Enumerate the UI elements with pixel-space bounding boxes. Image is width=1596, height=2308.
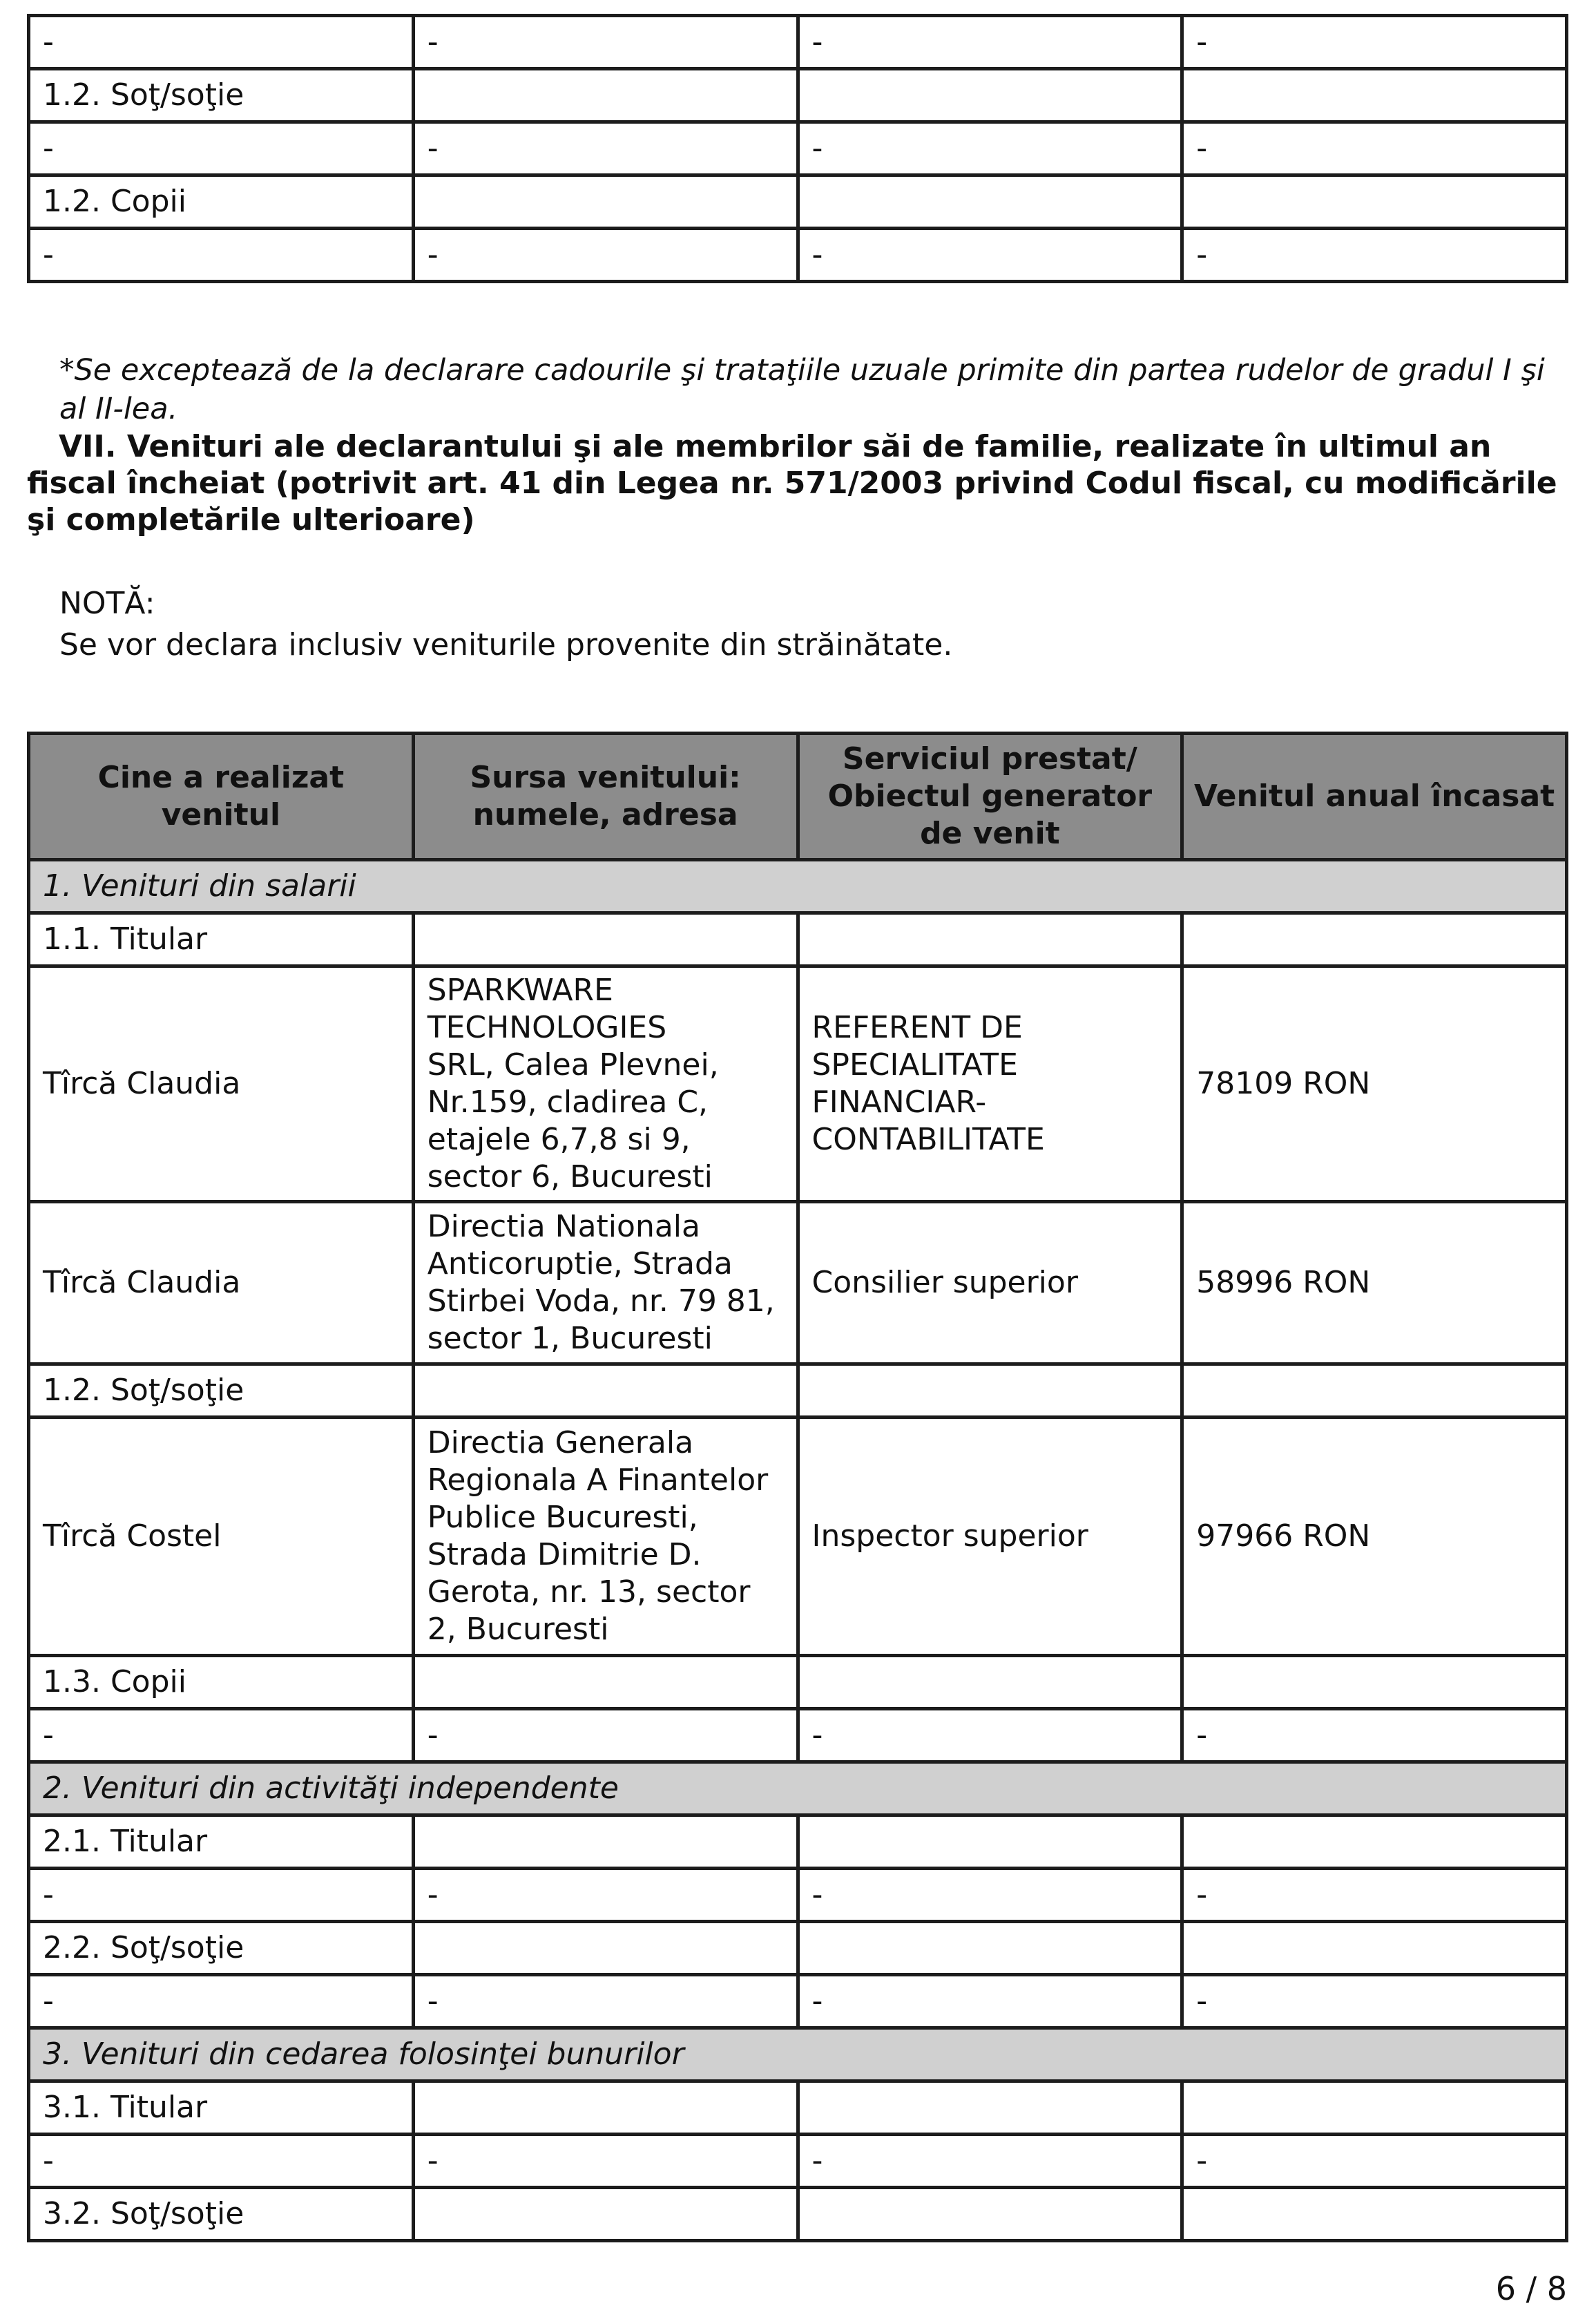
table-row	[29, 2188, 1567, 2241]
column-header-annual-income: Venitul anual încasat	[1182, 734, 1567, 860]
table-row	[29, 913, 1567, 966]
table-cell: SPARKWARE TECHNOLOGIES SRL, Calea Plevnei, Nr.159, cladirea C, etajele 6,7,8 si 9, sector 6, Bucuresti	[413, 966, 798, 1202]
table-cell: -	[1182, 16, 1567, 69]
table-cell: -	[413, 229, 798, 282]
section-row-salaries	[29, 860, 1567, 913]
table-cell: -	[29, 1869, 414, 1922]
table-cell	[798, 1815, 1182, 1869]
table-cell: -	[29, 16, 414, 69]
table-row	[29, 1922, 1567, 1975]
table-cell: -	[798, 16, 1182, 69]
section-title: 1. Venituri din salarii	[29, 860, 1567, 913]
table-row	[29, 229, 1567, 282]
table-cell	[413, 69, 798, 122]
table-cell	[1182, 913, 1567, 966]
table-cell: -	[798, 2135, 1182, 2188]
table-cell: REFERENT DE SPECIALITATE FINANCIAR-CONTABILITATE	[798, 966, 1182, 1202]
table-cell	[1182, 1815, 1567, 1869]
table-cell: Inspector superior	[798, 1418, 1182, 1656]
section-title: 2. Venituri din activităţi independente	[29, 1762, 1567, 1815]
table-cell: -	[29, 122, 414, 175]
table-row	[29, 1815, 1567, 1869]
table-cell: -	[413, 16, 798, 69]
table-cell	[1182, 69, 1567, 122]
row-label-spouse: 1.2. Soţ/soţie	[29, 69, 414, 122]
table-cell	[798, 175, 1182, 229]
table-cell	[798, 1922, 1182, 1975]
table-row	[29, 1869, 1567, 1922]
section-heading	[27, 428, 1567, 538]
table-cell	[413, 175, 798, 229]
table-cell	[798, 913, 1182, 966]
table-cell	[413, 1364, 798, 1418]
row-label-spouse: 2.2. Soţ/soţie	[29, 1922, 414, 1975]
table-cell: -	[798, 1869, 1182, 1922]
row-label-titular: 1.1. Titular	[29, 913, 414, 966]
row-label-titular: 3.1. Titular	[29, 2081, 414, 2135]
column-header-who: Cine a realizat venitul	[29, 734, 414, 860]
table-row	[29, 122, 1567, 175]
table-cell: -	[798, 1709, 1182, 1762]
table-cell	[798, 2188, 1182, 2241]
table-row	[29, 175, 1567, 229]
table-row	[29, 1202, 1567, 1364]
table-cell: 78109 RON	[1182, 966, 1567, 1202]
note-label: NOTĂ:	[59, 586, 155, 621]
footnote-gifts: *Se exceptează de la declarare cadourile şi trataţiile uzuale primite din partea rudelor de gradul I şi al II-lea.	[59, 353, 1545, 426]
table-cell: -	[413, 1869, 798, 1922]
table-row	[29, 1709, 1567, 1762]
table-cell	[413, 1815, 798, 1869]
table-cell	[798, 2081, 1182, 2135]
table-cell	[413, 913, 798, 966]
row-label-spouse: 1.2. Soţ/soţie	[29, 1364, 414, 1418]
table-cell: -	[1182, 1709, 1567, 1762]
table-cell: Tîrcă Claudia	[29, 966, 414, 1202]
table-row	[29, 1364, 1567, 1418]
section-row-property-use	[29, 2028, 1567, 2081]
table-row	[29, 16, 1567, 69]
table-cell	[1182, 1656, 1567, 1709]
row-label-titular: 2.1. Titular	[29, 1815, 414, 1869]
table-cell: -	[1182, 2135, 1567, 2188]
income-table	[27, 732, 1568, 2242]
previous-section-table	[27, 14, 1568, 283]
table-header-row	[29, 734, 1567, 860]
column-header-source: Sursa venitului: numele, adresa	[413, 734, 798, 860]
table-cell	[413, 1656, 798, 1709]
table-cell: -	[29, 1709, 414, 1762]
table-row	[29, 1418, 1567, 1656]
note-text: Se vor declara inclusiv veniturile provenite din străinătate.	[59, 627, 953, 662]
table-cell: -	[798, 1975, 1182, 2028]
table-cell: -	[29, 1975, 414, 2028]
table-cell: -	[798, 122, 1182, 175]
table-row	[29, 1975, 1567, 2028]
table-cell	[1182, 1922, 1567, 1975]
table-cell: -	[29, 2135, 414, 2188]
table-cell: -	[1182, 1975, 1567, 2028]
section-heading-text: VII. Venituri ale declarantului şi ale membrilor săi de familie, realizate în ultimul an fiscal încheiat (potrivit art. 41 din Legea nr. 571/2003 privind Codul fiscal, cu modificările şi completările ulterioare)	[27, 429, 1557, 537]
table-cell: -	[413, 2135, 798, 2188]
table-cell	[1182, 175, 1567, 229]
row-label-spouse: 3.2. Soţ/soţie	[29, 2188, 414, 2241]
table-cell: -	[413, 122, 798, 175]
table-cell: Tîrcă Claudia	[29, 1202, 414, 1364]
row-label-children: 1.2. Copii	[29, 175, 414, 229]
table-cell: -	[29, 229, 414, 282]
table-row	[29, 69, 1567, 122]
table-cell: Directia Nationala Anticoruptie, Strada Stirbei Voda, nr. 79 81, sector 1, Bucuresti	[413, 1202, 798, 1364]
table-cell	[1182, 2188, 1567, 2241]
table-cell: 97966 RON	[1182, 1418, 1567, 1656]
page-number: 6 / 8	[1495, 2270, 1567, 2307]
table-cell: -	[1182, 122, 1567, 175]
table-row	[29, 2081, 1567, 2135]
table-cell	[798, 1656, 1182, 1709]
section-row-independent	[29, 1762, 1567, 1815]
table-cell: Consilier superior	[798, 1202, 1182, 1364]
table-row	[29, 966, 1567, 1202]
table-cell	[798, 69, 1182, 122]
table-cell: -	[1182, 1869, 1567, 1922]
table-cell	[413, 2188, 798, 2241]
table-cell: Directia Generala Regionala A Finantelor Publice Bucuresti, Strada Dimitrie D. Gerota, nr. 13, sector 2, Bucuresti	[413, 1418, 798, 1656]
table-cell	[413, 2081, 798, 2135]
section-title: 3. Venituri din cedarea folosinţei bunurilor	[29, 2028, 1567, 2081]
table-cell: -	[1182, 229, 1567, 282]
table-row	[29, 2135, 1567, 2188]
table-cell	[1182, 2081, 1567, 2135]
table-row	[29, 1656, 1567, 1709]
table-cell	[798, 1364, 1182, 1418]
table-cell	[413, 1922, 798, 1975]
column-header-service: Serviciul prestat/ Obiectul generator de venit	[798, 734, 1182, 860]
table-cell: -	[798, 229, 1182, 282]
table-cell: -	[413, 1709, 798, 1762]
table-cell: Tîrcă Costel	[29, 1418, 414, 1656]
table-cell	[1182, 1364, 1567, 1418]
table-cell: 58996 RON	[1182, 1202, 1567, 1364]
table-cell: -	[413, 1975, 798, 2028]
row-label-children: 1.3. Copii	[29, 1656, 414, 1709]
